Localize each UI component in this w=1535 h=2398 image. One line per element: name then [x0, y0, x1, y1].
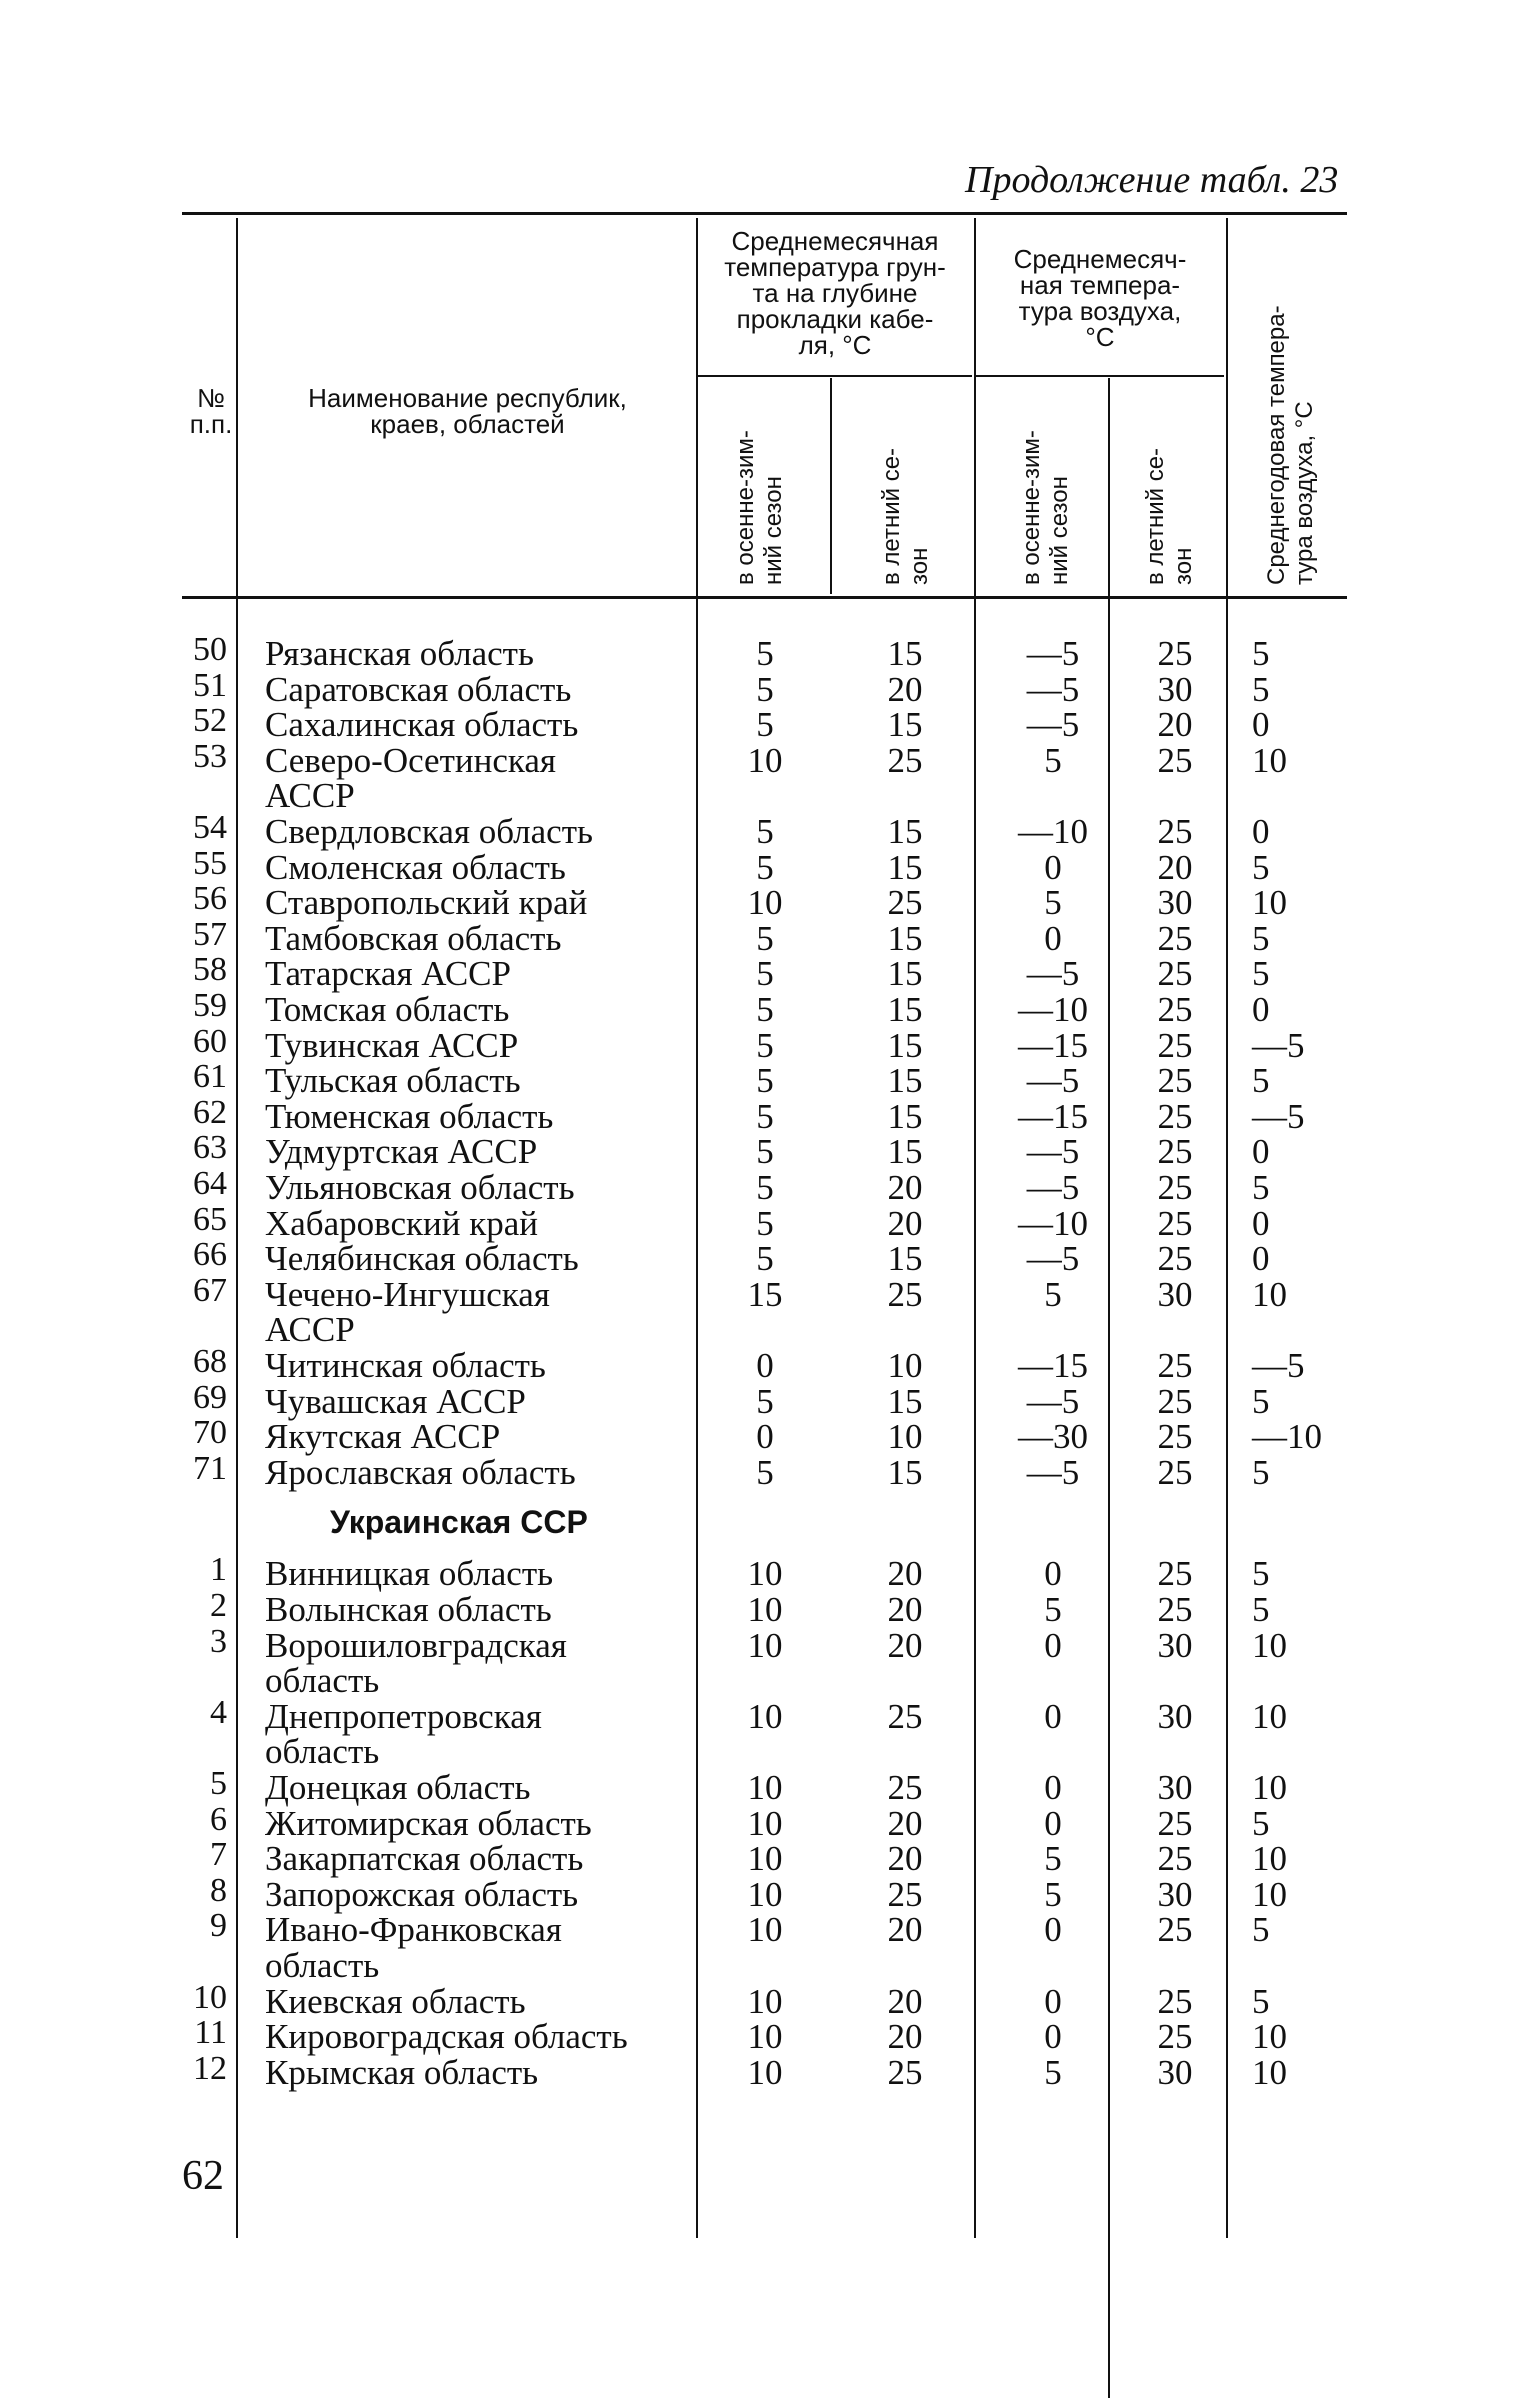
soil-summer-value: 10 [887, 1346, 923, 1385]
air-summer-value: 25 [1157, 634, 1193, 673]
region-name: Житомирская область [265, 1803, 592, 1843]
region-name: Тульская область [265, 1061, 521, 1101]
air-summer-value: 25 [1157, 1025, 1193, 1065]
annual-value: 0 [1252, 812, 1270, 851]
region-name: Тюменская область [265, 1096, 554, 1136]
region-name: Крымская область [265, 2052, 539, 2092]
row-number: 71 [193, 1449, 227, 1487]
air-autumn-value: 0 [1044, 1554, 1062, 1594]
air-autumn-value: 0 [1044, 1981, 1062, 2021]
row-number: 9 [210, 1907, 227, 1945]
row-number: 8 [210, 1871, 227, 1909]
air-summer-value: 25 [1157, 954, 1193, 994]
header-number: № п.п. [189, 383, 233, 439]
air-summer-value: 30 [1157, 1874, 1193, 1914]
annual-value: 5 [1252, 669, 1270, 709]
region-name: Тамбовская область [265, 918, 562, 958]
region-name: Донецкая область [265, 1768, 531, 1807]
region-name: Смоленская область [265, 847, 566, 887]
air-summer-value: 30 [1157, 2052, 1193, 2092]
air-summer-value: 30 [1157, 883, 1193, 923]
soil-autumn-value: 10 [747, 1803, 783, 1843]
region-name: Волынская область [265, 1590, 552, 1629]
soil-summer-value: 25 [887, 883, 923, 923]
air-autumn-value: 0 [1044, 2017, 1062, 2057]
soil-summer-value: 25 [887, 740, 923, 780]
air-summer-value: 30 [1157, 1696, 1193, 1736]
annual-value: 0 [1252, 990, 1270, 1029]
soil-summer-value: 20 [887, 669, 923, 709]
annual-value: 10 [1252, 1874, 1287, 1914]
air-autumn-value: —15 [1018, 1346, 1088, 1385]
air-summer-value: 25 [1157, 990, 1193, 1029]
air-autumn-value: 5 [1044, 2052, 1062, 2092]
soil-summer-value: 25 [887, 2052, 923, 2092]
region-name: Северо-Осетинская [265, 740, 556, 780]
air-summer-value: 25 [1157, 1981, 1193, 2021]
air-summer-value: 30 [1157, 1274, 1193, 1314]
air-summer-value: 25 [1157, 1061, 1193, 1101]
air-summer-value: 30 [1157, 1625, 1193, 1665]
soil-autumn-value: 10 [747, 1874, 783, 1914]
row-number: 68 [193, 1343, 227, 1380]
air-autumn-value: —5 [1026, 1239, 1080, 1279]
region-name: Ставропольский край [265, 883, 588, 923]
annual-value: 5 [1252, 1803, 1270, 1843]
row-number: 57 [193, 915, 227, 953]
air-summer-value: 30 [1157, 669, 1193, 709]
table-caption: Продолжение табл. 23 [965, 159, 1339, 201]
air-group-rule [976, 375, 1224, 377]
air-autumn-value: —5 [1026, 1381, 1080, 1421]
col-divider-soil-mid [830, 378, 832, 594]
row-number: 66 [193, 1236, 227, 1274]
soil-autumn-value: 5 [756, 918, 774, 958]
header-bottom-rule [182, 596, 1347, 599]
row-number: 7 [210, 1836, 227, 1874]
region-name: АССР [265, 1310, 355, 1350]
air-autumn-value: —10 [1018, 990, 1088, 1029]
annual-value: 5 [1252, 1590, 1270, 1629]
soil-autumn-value: 10 [747, 740, 783, 780]
annual-value: —10 [1252, 1417, 1322, 1457]
soil-summer-value: 25 [887, 1874, 923, 1914]
region-name: Киевская область [265, 1981, 526, 2021]
row-number: 61 [193, 1058, 227, 1096]
row-number: 54 [193, 809, 227, 846]
soil-autumn-value: 5 [756, 1168, 774, 1207]
air-autumn-value: 0 [1044, 1910, 1062, 1950]
air-summer-value: 20 [1157, 705, 1193, 745]
annual-value: 5 [1252, 1554, 1270, 1594]
annual-value: 0 [1252, 1239, 1270, 1279]
air-autumn-value: —5 [1026, 1132, 1080, 1172]
soil-summer-value: 25 [887, 1768, 923, 1807]
air-autumn-value: —5 [1026, 634, 1080, 673]
region-name: Сахалинская область [265, 705, 579, 745]
header-soil-autumn-winter: в осенне-зим- ний сезон [732, 430, 787, 585]
row-number: 3 [210, 1622, 227, 1660]
row-number: 12 [193, 2049, 227, 2087]
air-autumn-value: 0 [1044, 1768, 1062, 1807]
soil-autumn-value: 10 [747, 1590, 783, 1629]
annual-value: —5 [1252, 1025, 1305, 1065]
annual-value: 10 [1252, 883, 1287, 923]
soil-summer-value: 15 [887, 1132, 923, 1172]
soil-autumn-value: 5 [756, 1025, 774, 1065]
annual-value: 0 [1252, 1132, 1270, 1172]
air-summer-value: 25 [1157, 1381, 1193, 1421]
annual-value: 5 [1252, 1381, 1270, 1421]
air-autumn-value: —5 [1026, 705, 1080, 745]
soil-autumn-value: 5 [756, 812, 774, 851]
soil-summer-value: 20 [887, 1981, 923, 2021]
annual-value: 10 [1252, 1274, 1287, 1314]
air-summer-value: 25 [1157, 812, 1193, 851]
region-name: Саратовская область [265, 669, 572, 709]
air-summer-value: 25 [1157, 1554, 1193, 1594]
region-name: Кировоградская область [265, 2017, 628, 2057]
soil-summer-value: 15 [887, 1025, 923, 1065]
soil-autumn-value: 5 [756, 1381, 774, 1421]
air-summer-value: 25 [1157, 1239, 1193, 1279]
air-summer-value: 25 [1157, 1590, 1193, 1629]
region-name: Удмуртская АССР [265, 1132, 538, 1172]
row-number: 55 [193, 844, 227, 882]
region-name: Якутская АССР [265, 1417, 501, 1457]
header-air-temperature: Среднемесяч- ная темпера- тура воздуха, °С [1013, 244, 1187, 352]
air-autumn-value: 0 [1044, 1696, 1062, 1736]
header-name: Наименование республик, краев, областей [308, 383, 627, 439]
soil-summer-value: 15 [887, 1452, 923, 1492]
annual-value: 0 [1252, 705, 1270, 745]
region-name: Запорожская область [265, 1874, 579, 1914]
soil-summer-value: 15 [887, 812, 923, 851]
soil-autumn-value: 10 [747, 1839, 783, 1879]
soil-summer-value: 25 [887, 1696, 923, 1736]
region-name: Рязанская область [265, 634, 534, 673]
annual-value: 5 [1252, 847, 1270, 887]
region-name: Челябинская область [265, 1239, 579, 1279]
region-name: АССР [265, 776, 355, 816]
annual-value: —5 [1252, 1346, 1305, 1385]
row-number: 67 [193, 1271, 227, 1309]
row-number: 6 [210, 1800, 227, 1838]
air-summer-value: 25 [1157, 1452, 1193, 1492]
air-autumn-value: 5 [1044, 740, 1062, 780]
region-name: Чувашская АССР [265, 1381, 526, 1421]
air-autumn-value: 5 [1044, 883, 1062, 923]
soil-summer-value: 20 [887, 1910, 923, 1950]
row-number: 51 [193, 666, 227, 704]
air-summer-value: 25 [1157, 2017, 1193, 2057]
soil-autumn-value: 0 [756, 1346, 774, 1385]
region-name: Свердловская область [265, 812, 593, 851]
soil-summer-value: 20 [887, 1839, 923, 1879]
annual-value: —5 [1252, 1096, 1305, 1136]
soil-autumn-value: 5 [756, 847, 774, 887]
air-autumn-value: 5 [1044, 1274, 1062, 1314]
soil-autumn-value: 5 [756, 1239, 774, 1279]
region-name: Ворошиловградская [265, 1625, 567, 1665]
region-name: Хабаровский край [265, 1203, 538, 1243]
annual-value: 5 [1252, 1981, 1270, 2021]
soil-summer-value: 15 [887, 1239, 923, 1279]
region-name: Закарпатская область [265, 1839, 584, 1879]
air-summer-value: 20 [1157, 847, 1193, 887]
air-autumn-value: 5 [1044, 1839, 1062, 1879]
row-number: 1 [210, 1551, 227, 1589]
soil-summer-value: 15 [887, 847, 923, 887]
col-divider-name [696, 218, 698, 2238]
region-name: Днепропетровская [265, 1696, 542, 1736]
region-name: Ивано-Франковская [265, 1910, 562, 1950]
header-soil-temperature: Среднемесячная температура грун- та на глубине прокладки кабе- ля, °С [724, 226, 946, 360]
soil-autumn-value: 10 [747, 2052, 783, 2092]
soil-summer-value: 15 [887, 990, 923, 1029]
region-name: Томская область [265, 990, 510, 1029]
soil-summer-value: 15 [887, 1096, 923, 1136]
air-autumn-value: 5 [1044, 1590, 1062, 1629]
row-number: 69 [193, 1378, 227, 1416]
air-summer-value: 30 [1157, 1768, 1193, 1807]
region-name: область [265, 1661, 380, 1701]
header-annual-temperature: Среднегодовая темпера- тура воздуха, °С [1263, 305, 1318, 585]
air-autumn-value: —5 [1026, 669, 1080, 709]
region-name: область [265, 1946, 380, 1985]
col-divider-num [236, 218, 238, 2238]
soil-autumn-value: 10 [747, 2017, 783, 2057]
soil-group-rule [697, 375, 972, 377]
air-autumn-value: 0 [1044, 847, 1062, 887]
col-divider-air-mid [1108, 378, 1110, 2398]
air-autumn-value: —5 [1026, 1168, 1080, 1207]
air-autumn-value: —10 [1018, 1203, 1088, 1243]
soil-autumn-value: 5 [756, 1452, 774, 1492]
row-number: 70 [193, 1414, 227, 1452]
soil-autumn-value: 5 [756, 705, 774, 745]
row-number: 60 [193, 1022, 227, 1060]
soil-summer-value: 20 [887, 1203, 923, 1243]
air-summer-value: 25 [1157, 1910, 1193, 1950]
soil-autumn-value: 10 [747, 1768, 783, 1807]
header-air-summer: в летний се- зон [1142, 447, 1197, 585]
row-number: 62 [193, 1093, 227, 1131]
soil-autumn-value: 10 [747, 1981, 783, 2021]
soil-summer-value: 15 [887, 954, 923, 994]
soil-summer-value: 20 [887, 1554, 923, 1594]
annual-value: 5 [1252, 954, 1270, 994]
air-autumn-value: 0 [1044, 1625, 1062, 1665]
row-number: 4 [210, 1693, 227, 1731]
annual-value: 10 [1252, 2017, 1287, 2057]
region-name: Винницкая область [265, 1554, 554, 1594]
soil-autumn-value: 5 [756, 669, 774, 709]
soil-summer-value: 15 [887, 918, 923, 958]
soil-summer-value: 15 [887, 1061, 923, 1101]
air-summer-value: 25 [1157, 740, 1193, 780]
air-autumn-value: 0 [1044, 918, 1062, 958]
soil-autumn-value: 5 [756, 1132, 774, 1172]
region-name: Чечено-Ингушская [265, 1274, 550, 1314]
row-number: 63 [193, 1129, 227, 1167]
row-number: 56 [193, 880, 227, 918]
air-autumn-value: —5 [1026, 954, 1080, 994]
air-summer-value: 25 [1157, 1132, 1193, 1172]
row-number: 59 [193, 987, 227, 1024]
air-summer-value: 25 [1157, 1839, 1193, 1879]
region-name: Тувинская АССР [265, 1025, 519, 1065]
air-summer-value: 25 [1157, 1168, 1193, 1207]
air-summer-value: 25 [1157, 1346, 1193, 1385]
air-autumn-value: —15 [1018, 1025, 1088, 1065]
soil-autumn-value: 5 [756, 1096, 774, 1136]
soil-autumn-value: 5 [756, 1061, 774, 1101]
row-number: 50 [193, 631, 227, 668]
annual-value: 5 [1252, 918, 1270, 958]
annual-value: 5 [1252, 1061, 1270, 1101]
air-autumn-value: —5 [1026, 1452, 1080, 1492]
air-autumn-value: —10 [1018, 812, 1088, 851]
annual-value: 10 [1252, 1696, 1287, 1736]
col-divider-annual [1226, 218, 1228, 2238]
soil-summer-value: 15 [887, 1381, 923, 1421]
row-number: 52 [193, 702, 227, 740]
annual-value: 5 [1252, 634, 1270, 673]
air-summer-value: 25 [1157, 1417, 1193, 1457]
row-number: 58 [193, 951, 227, 989]
soil-autumn-value: 5 [756, 1203, 774, 1243]
annual-value: 0 [1252, 1203, 1270, 1243]
annual-value: 10 [1252, 2052, 1287, 2092]
region-name: Ярославская область [265, 1452, 576, 1492]
annual-value: 5 [1252, 1910, 1270, 1950]
table-top-rule [182, 212, 1347, 215]
col-divider-air [974, 218, 976, 2238]
soil-autumn-value: 10 [747, 1625, 783, 1665]
row-number: 10 [193, 1978, 227, 2016]
air-autumn-value: 0 [1044, 1803, 1062, 1843]
soil-autumn-value: 5 [756, 954, 774, 994]
row-number: 5 [210, 1765, 227, 1802]
header-air-autumn-winter: в осенне-зим- ний сезон [1018, 430, 1073, 585]
air-autumn-value: —15 [1018, 1096, 1088, 1136]
section-heading: Украинская ССР [330, 1504, 588, 1541]
soil-autumn-value: 10 [747, 1910, 783, 1950]
annual-value: 5 [1252, 1452, 1270, 1492]
row-number: 64 [193, 1165, 227, 1202]
air-autumn-value: —30 [1018, 1417, 1088, 1457]
soil-summer-value: 25 [887, 1274, 923, 1314]
air-summer-value: 25 [1157, 918, 1193, 958]
soil-autumn-value: 5 [756, 634, 774, 673]
annual-value: 10 [1252, 1839, 1287, 1879]
soil-autumn-value: 10 [747, 1696, 783, 1736]
row-number: 65 [193, 1200, 227, 1238]
soil-summer-value: 20 [887, 1590, 923, 1629]
soil-summer-value: 20 [887, 2017, 923, 2057]
soil-autumn-value: 10 [747, 883, 783, 923]
soil-summer-value: 20 [887, 1625, 923, 1665]
region-name: Татарская АССР [265, 954, 511, 994]
annual-value: 10 [1252, 1625, 1287, 1665]
row-number: 53 [193, 737, 227, 775]
soil-autumn-value: 15 [747, 1274, 783, 1314]
air-summer-value: 25 [1157, 1203, 1193, 1243]
soil-summer-value: 10 [887, 1417, 923, 1457]
air-autumn-value: —5 [1026, 1061, 1080, 1101]
soil-summer-value: 20 [887, 1803, 923, 1843]
air-summer-value: 25 [1157, 1096, 1193, 1136]
soil-autumn-value: 5 [756, 990, 774, 1029]
region-name: Читинская область [265, 1346, 546, 1385]
annual-value: 5 [1252, 1168, 1270, 1207]
page-number: 62 [182, 2153, 224, 2199]
annual-value: 10 [1252, 740, 1287, 780]
soil-summer-value: 15 [887, 705, 923, 745]
soil-autumn-value: 10 [747, 1554, 783, 1594]
row-number: 2 [210, 1587, 227, 1624]
annual-value: 10 [1252, 1768, 1287, 1807]
header-soil-summer: в летний се- зон [878, 447, 933, 585]
air-summer-value: 25 [1157, 1803, 1193, 1843]
air-autumn-value: 5 [1044, 1874, 1062, 1914]
row-number: 11 [194, 2014, 227, 2052]
soil-autumn-value: 0 [756, 1417, 774, 1457]
soil-summer-value: 15 [887, 634, 923, 673]
region-name: Ульяновская область [265, 1168, 575, 1207]
region-name: область [265, 1732, 380, 1772]
soil-summer-value: 20 [887, 1168, 923, 1207]
